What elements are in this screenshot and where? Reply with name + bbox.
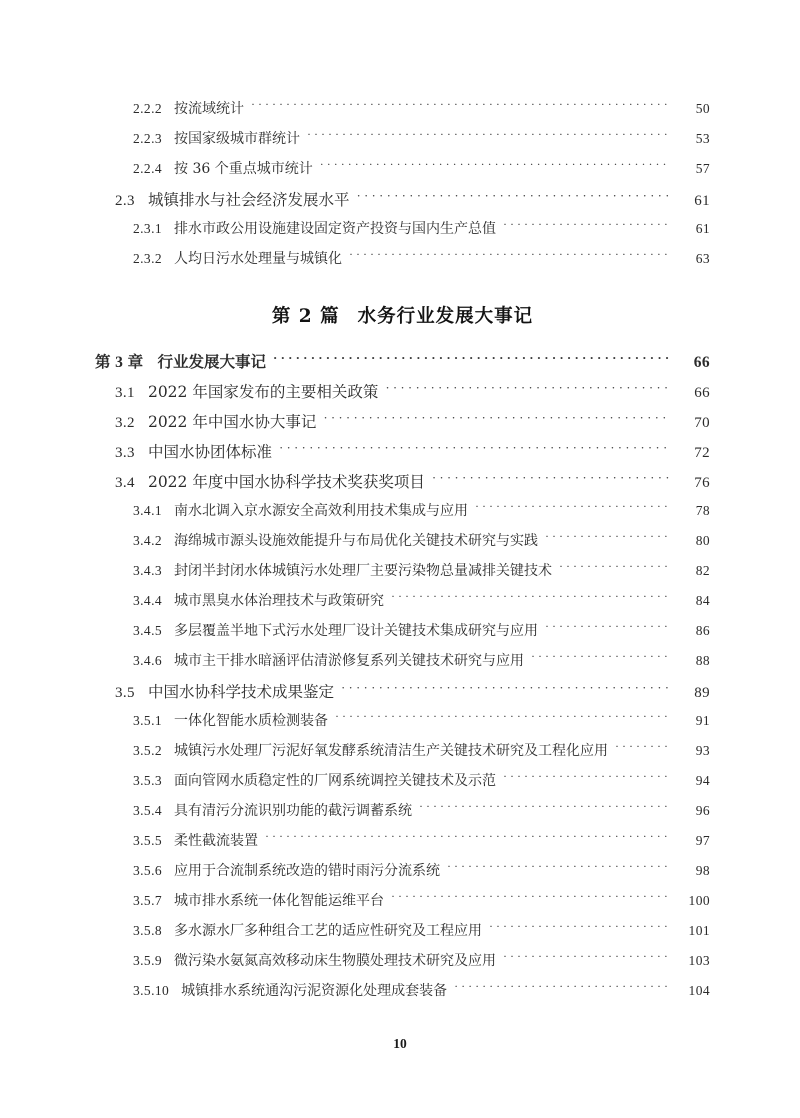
toc-entry-title: 应用于合流制系统改造的错时雨污分流系统 [174, 863, 440, 879]
toc-entry-page-number: 61 [694, 193, 710, 209]
toc-entry-number: 2.2.2 [133, 101, 162, 116]
toc-entry[interactable] [133, 710, 710, 740]
toc-entry-page-number: 97 [695, 833, 710, 848]
toc-entry-number: 2.3.2 [133, 251, 162, 266]
toc-dot-leader [323, 412, 669, 427]
toc-entry-page-number: 72 [694, 445, 710, 461]
toc-entry-number: 3.2 [115, 415, 135, 431]
toc-entry-page-number: 70 [694, 415, 710, 431]
toc-entry[interactable] [133, 800, 710, 830]
toc-dot-leader [454, 982, 669, 996]
toc-dot-leader [489, 922, 669, 936]
toc-entry-number: 2.2.3 [133, 131, 162, 146]
toc-entry[interactable] [115, 380, 710, 410]
toc-entry-title: 按流域统计 [174, 101, 244, 117]
toc-entry-title: 具有清污分流识别功能的截污调蓄系统 [174, 803, 412, 819]
toc-entry-page-number: 103 [688, 953, 710, 968]
toc-entry-number: 3.3 [115, 445, 135, 461]
toc-dot-leader [503, 220, 669, 234]
toc-entry[interactable] [133, 860, 710, 890]
toc-dot-leader [349, 250, 669, 264]
toc-entry-page-number: 88 [695, 653, 710, 668]
toc-entry[interactable] [133, 128, 710, 158]
toc-entry-number: 2.3.1 [133, 221, 162, 236]
toc-entry-title: 排水市政公用设施建设固定资产投资与国内生产总值 [174, 221, 496, 237]
toc-entry-title: 柔性截流装置 [174, 833, 258, 849]
toc-dot-leader [545, 532, 669, 546]
toc-entry-title: 中国水协科学技术成果鉴定 [147, 683, 334, 701]
toc-entry-page-number: 100 [688, 893, 710, 908]
toc-entry-number: 3.4 [115, 475, 135, 491]
toc-entry-title: 一体化智能水质检测装备 [174, 713, 328, 729]
toc-dot-leader [273, 352, 669, 368]
toc-group-chapter2 [95, 98, 710, 278]
toc-entry[interactable] [133, 980, 710, 1010]
toc-entry[interactable] [133, 500, 710, 530]
toc-entry-title: 城镇污水处理厂污泥好氧发酵系统清洁生产关键技术研究及工程化应用 [174, 743, 608, 759]
toc-entry-page-number: 94 [695, 773, 710, 788]
toc-entry[interactable] [133, 920, 710, 950]
toc-entry[interactable] [133, 950, 710, 980]
toc-entry-page-number: 89 [694, 685, 710, 701]
toc-entry-page-number: 104 [688, 983, 710, 998]
toc-entry-number: 3.5.2 [133, 743, 162, 758]
toc-dot-leader [265, 832, 669, 846]
toc-entry[interactable] [133, 530, 710, 560]
toc-entry-title: 行业发展大事记 [157, 352, 267, 371]
toc-entry-page-number: 76 [694, 475, 710, 491]
toc-dot-leader [307, 130, 669, 144]
toc-entry-page-number: 57 [695, 161, 710, 176]
toc-entry-title: 城市排水系统一体化智能运维平台 [174, 893, 384, 909]
toc-entry-title: 城市主干排水暗涵评估清淤修复系列关键技术研究与应用 [174, 653, 524, 669]
footer-page-number: 10 [393, 1036, 407, 1051]
toc-entry[interactable] [133, 890, 710, 920]
toc-entry-page-number: 84 [695, 593, 710, 608]
toc-entry[interactable] [133, 590, 710, 620]
toc-entry-number: 3.1 [115, 385, 135, 401]
toc-dot-leader [475, 502, 669, 516]
toc-dot-leader [615, 742, 669, 756]
toc-entry-page-number: 86 [695, 623, 710, 638]
toc-entry[interactable] [133, 98, 710, 128]
part-heading [95, 284, 710, 346]
toc-entry-number: 3.4.1 [133, 503, 162, 518]
toc-entry-page-number: 91 [695, 713, 710, 728]
toc-entry-number: 3.4.6 [133, 653, 162, 668]
toc-entry-page-number: 80 [695, 533, 710, 548]
toc-entry[interactable] [115, 440, 710, 470]
toc-entry[interactable] [133, 218, 710, 248]
toc-entry-page-number: 98 [695, 863, 710, 878]
toc-entry-title: 微污染水氨氮高效移动床生物膜处理技术研究及应用 [174, 953, 496, 969]
toc-entry-page-number: 78 [695, 503, 710, 518]
toc-dot-leader [356, 190, 669, 205]
toc-entry-number: 3.5.9 [133, 953, 162, 968]
toc-entry-title: 2022 年中国水协大事记 [147, 413, 317, 431]
toc-dot-leader [559, 562, 669, 576]
toc-entry-number: 3.5.10 [133, 983, 170, 998]
toc-entry-number: 3.4.3 [133, 563, 162, 578]
part-heading-title: 水务行业发展大事记 [357, 306, 534, 327]
toc-entry[interactable] [95, 350, 710, 380]
toc-entry[interactable] [133, 158, 710, 188]
toc-entry-title: 多层覆盖半地下式污水处理厂设计关键技术集成研究与应用 [174, 623, 538, 639]
toc-entry-page-number: 101 [688, 923, 710, 938]
toc-entry-title: 海绵城市源头设施效能提升与布局优化关键技术研究与实践 [174, 533, 538, 549]
toc-dot-leader [447, 862, 669, 876]
toc-dot-leader [419, 802, 669, 816]
toc-entry-title: 中国水协团体标准 [147, 443, 272, 461]
toc-entry-number: 2.3 [115, 193, 135, 209]
toc-entry-title: 面向管网水质稳定性的厂网系统调控关键技术及示范 [174, 773, 496, 789]
toc-dot-leader [432, 472, 669, 487]
toc-entry-number: 3.5.1 [133, 713, 162, 728]
toc-entry-page-number: 66 [694, 385, 710, 401]
toc-entry-number: 3.4.5 [133, 623, 162, 638]
toc-entry-number: 3.5.5 [133, 833, 162, 848]
toc-entry-title: 城镇排水与社会经济发展水平 [147, 191, 350, 209]
toc-dot-leader [279, 442, 669, 457]
toc-dot-leader [503, 952, 669, 966]
toc-dot-leader [251, 100, 669, 114]
toc-entry[interactable] [133, 560, 710, 590]
toc-entry[interactable] [133, 248, 710, 278]
toc-dot-leader [320, 160, 669, 174]
toc-entry-page-number: 63 [695, 251, 710, 266]
toc-entry-number: 3.5.8 [133, 923, 162, 938]
toc-entry-number: 3.4.2 [133, 533, 162, 548]
toc-entry[interactable] [133, 620, 710, 650]
toc-dot-leader [391, 592, 669, 606]
table-of-contents [95, 98, 710, 1010]
toc-entry-title: 人均日污水处理量与城镇化 [174, 251, 342, 267]
toc-dot-leader [341, 682, 669, 697]
toc-entry-title: 按国家级城市群统计 [174, 131, 300, 147]
toc-entry-page-number: 93 [695, 743, 710, 758]
toc-entry-number: 2.2.4 [133, 161, 162, 176]
toc-dot-leader [385, 382, 669, 397]
toc-entry-number: 第 3 章 [95, 354, 144, 371]
toc-entry[interactable] [115, 410, 710, 440]
part-heading-number: 第 2 篇 [271, 306, 340, 327]
toc-entry-number: 3.5 [115, 685, 135, 701]
toc-entry-page-number: 61 [695, 221, 710, 236]
toc-entry[interactable] [133, 740, 710, 770]
toc-entry[interactable] [133, 830, 710, 860]
toc-dot-leader [335, 712, 669, 726]
toc-entry-page-number: 96 [695, 803, 710, 818]
toc-group-chapter3 [95, 350, 710, 1010]
toc-entry-title: 城镇排水系统通沟污泥资源化处理成套装备 [181, 983, 448, 999]
toc-entry[interactable] [115, 188, 710, 218]
toc-entry-page-number: 53 [695, 131, 710, 146]
toc-entry-number: 3.5.7 [133, 893, 162, 908]
toc-entry-title: 多水源水厂多种组合工艺的适应性研究及工程应用 [174, 923, 482, 939]
toc-entry-page-number: 82 [695, 563, 710, 578]
toc-entry[interactable] [133, 650, 710, 680]
toc-entry-title: 城市黑臭水体治理技术与政策研究 [174, 593, 384, 609]
toc-entry[interactable] [133, 770, 710, 800]
toc-entry-number: 3.4.4 [133, 593, 162, 608]
page-footer [0, 1036, 800, 1052]
toc-entry-page-number: 66 [693, 354, 710, 371]
toc-entry-page-number: 50 [695, 101, 710, 116]
toc-entry[interactable] [115, 470, 710, 500]
toc-entry-number: 3.5.3 [133, 773, 162, 788]
toc-dot-leader [503, 772, 669, 786]
toc-entry-title: 2022 年度中国水协科学技术奖获奖项目 [147, 473, 425, 491]
toc-entry-number: 3.5.6 [133, 863, 162, 878]
toc-entry[interactable] [115, 680, 710, 710]
toc-entry-title: 南水北调入京水源安全高效利用技术集成与应用 [174, 503, 468, 519]
toc-entry-title: 按 36 个重点城市统计 [174, 161, 313, 177]
toc-entry-number: 3.5.4 [133, 803, 162, 818]
toc-entry-title: 封闭半封闭水体城镇污水处理厂主要污染物总量减排关键技术 [174, 563, 552, 579]
toc-dot-leader [531, 652, 669, 666]
toc-dot-leader [545, 622, 669, 636]
toc-dot-leader [391, 892, 669, 906]
toc-entry-title: 2022 年国家发布的主要相关政策 [147, 383, 379, 401]
